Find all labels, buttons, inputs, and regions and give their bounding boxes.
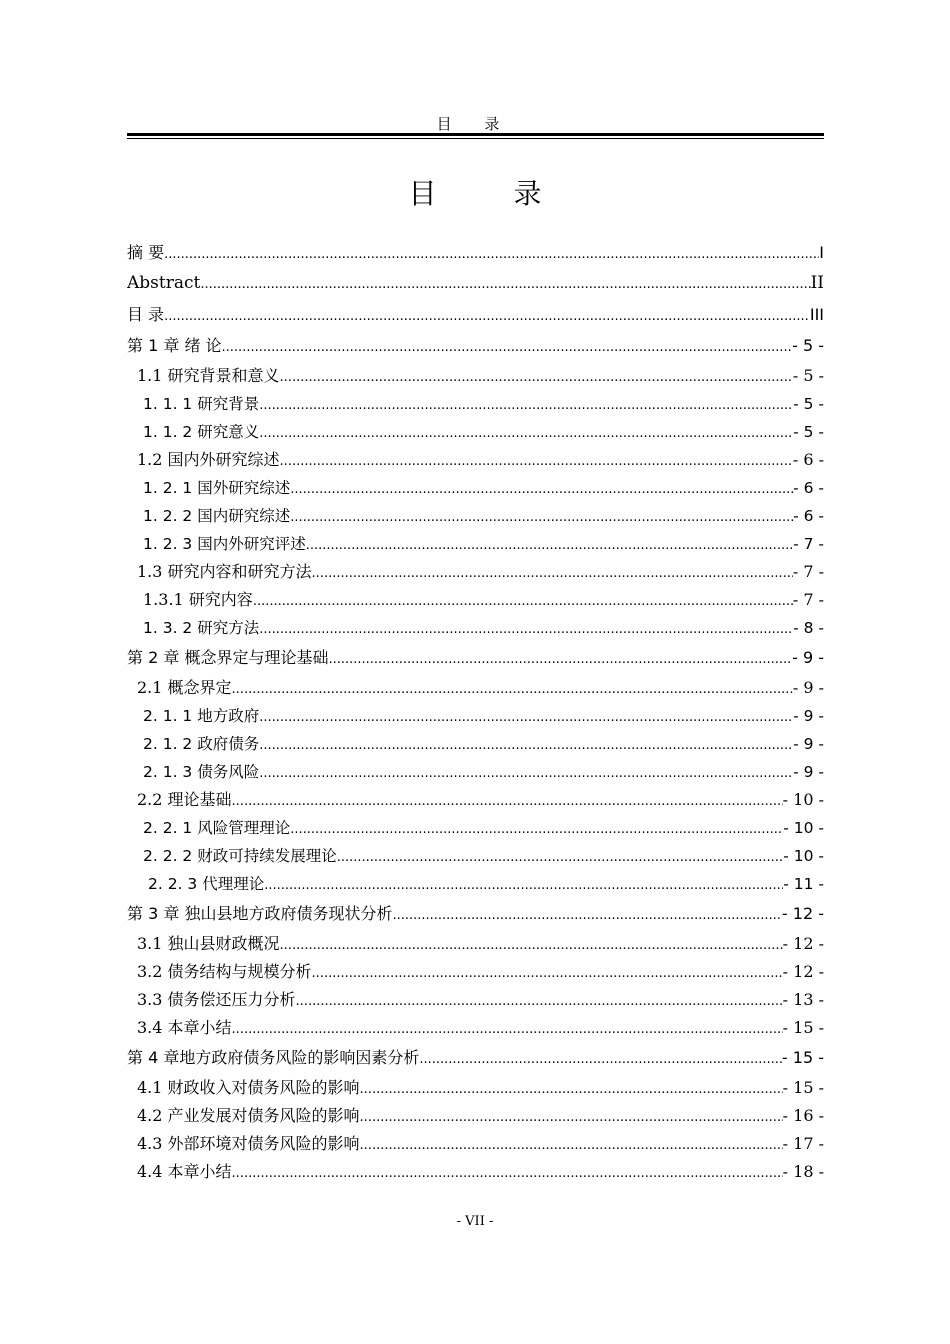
toc-entry-label: 2. 2. 3 代理理论 — [148, 875, 265, 893]
toc-entry-page: - 12 - — [781, 904, 824, 923]
toc-entry[interactable] — [127, 390, 824, 418]
toc-entry-label: 2.1 概念界定 — [137, 678, 232, 697]
toc-entry-page: - 12 - — [782, 934, 824, 953]
toc-entry-page: - 10 - — [783, 819, 824, 837]
toc-entry[interactable] — [127, 1042, 824, 1074]
toc-entry-label: 2.2 理论基础 — [137, 790, 232, 809]
toc-entry-page: - 5 - — [792, 366, 824, 385]
page-title: 目 录 — [408, 177, 576, 210]
toc-entry-page: - 10 - — [783, 847, 824, 865]
toc-dot-leader — [280, 362, 793, 390]
toc-entry[interactable] — [127, 958, 824, 986]
toc-entry[interactable] — [127, 1102, 824, 1130]
toc-entry-page: - 9 - — [793, 735, 824, 753]
toc-entry-label: 2. 1. 3 债务风险 — [143, 763, 260, 781]
toc-entry[interactable] — [127, 268, 824, 299]
toc-entry[interactable] — [127, 586, 824, 614]
toc-entry[interactable] — [127, 814, 824, 842]
toc-dot-leader — [232, 674, 793, 702]
toc-entry[interactable] — [127, 1074, 824, 1102]
toc-dot-leader — [312, 558, 793, 586]
toc-entry[interactable] — [127, 558, 824, 586]
toc-entry-label: 2. 2. 1 风险管理理论 — [143, 819, 291, 837]
toc-entry[interactable] — [127, 898, 824, 930]
toc-dot-leader — [164, 299, 810, 330]
page-number-footer: - VII - — [456, 1214, 494, 1229]
toc-entry-page: - 7 - — [793, 535, 824, 553]
toc-entry-label: 1.1 研究背景和意义 — [137, 366, 280, 385]
header-rule — [127, 133, 824, 139]
toc-dot-leader — [222, 330, 793, 362]
toc-entry-label: 4.1 财政收入对债务风险的影响 — [137, 1078, 360, 1097]
toc-entry[interactable] — [127, 362, 824, 390]
toc-entry-page: - 11 - — [783, 875, 824, 893]
toc-entry[interactable] — [127, 530, 824, 558]
running-header: 目 录 — [436, 115, 514, 133]
toc-dot-leader — [296, 986, 783, 1014]
toc-entry[interactable] — [127, 870, 824, 898]
toc-entry[interactable] — [127, 1014, 824, 1042]
toc-dot-leader — [306, 530, 793, 558]
toc-entry[interactable] — [127, 1130, 824, 1158]
toc-entry[interactable] — [127, 418, 824, 446]
toc-entry-label: Abstract — [127, 273, 201, 293]
toc-entry-page: - 15 - — [781, 1048, 824, 1067]
toc-dot-leader — [419, 1042, 782, 1074]
toc-entry-page: - 5 - — [792, 336, 824, 355]
toc-dot-leader — [259, 702, 793, 730]
toc-entry-page: - 7 - — [792, 590, 824, 609]
toc-dot-leader — [259, 730, 793, 758]
toc-entry-label: 摘 要 — [127, 243, 165, 262]
toc-entry-label: 第 4 章地方政府债务风险的影响因素分析 — [127, 1048, 420, 1067]
toc-entry[interactable] — [127, 330, 824, 362]
toc-entry[interactable] — [127, 786, 824, 814]
toc-entry-label: 第 3 章 独山县地方政府债务现状分析 — [127, 904, 393, 923]
toc-entry[interactable] — [127, 674, 824, 702]
toc-dot-leader — [290, 814, 783, 842]
toc-entry-label: 3.2 债务结构与规模分析 — [137, 962, 312, 981]
toc-entry[interactable] — [127, 842, 824, 870]
toc-entry-label: 4.3 外部环境对债务风险的影响 — [137, 1134, 360, 1153]
toc-entry-label: 第 1 章 绪 论 — [127, 336, 222, 355]
toc-dot-leader — [164, 237, 819, 268]
toc-entry-page: - 5 - — [793, 395, 824, 413]
toc-entry-page: - 9 - — [793, 763, 824, 781]
toc-entry-label: 1.2 国内外研究综述 — [137, 450, 280, 469]
toc-dot-leader — [328, 642, 792, 674]
toc-entry-page: - 7 - — [792, 562, 824, 581]
toc-entry-page: - 16 - — [782, 1106, 824, 1125]
toc-entry[interactable] — [127, 446, 824, 474]
toc-entry-label: 3.3 债务偿还压力分析 — [137, 990, 296, 1009]
toc-entry-label: 4.4 本章小结 — [137, 1162, 232, 1181]
toc-entry-page: - 5 - — [793, 423, 824, 441]
toc-entry[interactable] — [127, 502, 824, 530]
toc-entry[interactable] — [127, 299, 824, 330]
toc-entry[interactable] — [127, 642, 824, 674]
toc-dot-leader — [290, 502, 793, 530]
toc-entry-label: 4.2 产业发展对债务风险的影响 — [137, 1106, 360, 1125]
toc-entry-label: 1. 2. 2 国内研究综述 — [143, 507, 291, 525]
toc-entry[interactable] — [127, 614, 824, 642]
toc-entry-page: - 6 - — [792, 450, 824, 469]
toc-dot-leader — [337, 842, 784, 870]
toc-dot-leader — [392, 898, 781, 930]
toc-entry-page: - 9 - — [792, 678, 824, 697]
toc-entry[interactable] — [127, 474, 824, 502]
toc-entry-label: 目 录 — [127, 305, 165, 324]
toc-entry-label: 1. 2. 3 国内外研究评述 — [143, 535, 306, 553]
toc-dot-leader — [232, 786, 783, 814]
toc-entry-page: - 15 - — [782, 1078, 824, 1097]
toc-dot-leader — [200, 268, 810, 299]
toc-entry-page: III — [809, 305, 824, 324]
toc-entry-page: - 10 - — [782, 790, 824, 809]
toc-entry-label: 2. 2. 2 财政可持续发展理论 — [143, 847, 337, 865]
toc-entry-page: - 17 - — [782, 1134, 824, 1153]
toc-dot-leader — [232, 1158, 783, 1186]
toc-dot-leader — [259, 614, 793, 642]
toc-entry-label: 1. 3. 2 研究方法 — [143, 619, 260, 637]
toc-dot-leader — [290, 474, 793, 502]
toc-entry-page: I — [819, 243, 824, 262]
toc-entry-page: - 12 - — [782, 962, 824, 981]
toc-entry-label: 1. 1. 1 研究背景 — [143, 395, 260, 413]
toc-dot-leader — [360, 1102, 783, 1130]
toc-entry[interactable] — [127, 758, 824, 786]
toc-dot-leader — [259, 418, 793, 446]
toc-dot-leader — [360, 1074, 783, 1102]
toc-entry-label: 1.3 研究内容和研究方法 — [137, 562, 312, 581]
toc-entry[interactable] — [127, 1158, 824, 1186]
toc-dot-leader — [280, 446, 793, 474]
toc-entry-page: - 13 - — [782, 990, 824, 1009]
table-of-contents — [127, 237, 824, 1186]
toc-dot-leader — [253, 586, 793, 614]
toc-entry-label: 第 2 章 概念界定与理论基础 — [127, 648, 329, 667]
toc-entry-label: 3.4 本章小结 — [137, 1018, 232, 1037]
toc-dot-leader — [280, 930, 783, 958]
toc-entry-page: - 6 - — [793, 507, 824, 525]
toc-entry-page: - 9 - — [793, 707, 824, 725]
toc-dot-leader — [264, 870, 783, 898]
toc-entry-page: - 6 - — [793, 479, 824, 497]
toc-dot-leader — [312, 958, 783, 986]
toc-entry-page: - 9 - — [792, 648, 824, 667]
toc-entry[interactable] — [127, 930, 824, 958]
toc-entry-label: 1.3.1 研究内容 — [143, 590, 253, 609]
toc-entry-page: II — [810, 273, 824, 293]
toc-entry-label: 3.1 独山县财政概况 — [137, 934, 280, 953]
toc-entry[interactable] — [127, 237, 824, 268]
toc-entry-label: 2. 1. 2 政府债务 — [143, 735, 260, 753]
toc-dot-leader — [259, 758, 793, 786]
toc-entry[interactable] — [127, 730, 824, 758]
toc-entry-label: 1. 1. 2 研究意义 — [143, 423, 260, 441]
toc-dot-leader — [259, 390, 793, 418]
toc-entry-label: 1. 2. 1 国外研究综述 — [143, 479, 291, 497]
toc-entry-page: - 18 - — [782, 1162, 824, 1181]
toc-dot-leader — [360, 1130, 783, 1158]
toc-dot-leader — [232, 1014, 783, 1042]
toc-entry[interactable] — [127, 986, 824, 1014]
toc-entry[interactable] — [127, 702, 824, 730]
toc-entry-page: - 8 - — [793, 619, 824, 637]
toc-entry-page: - 15 - — [782, 1018, 824, 1037]
toc-entry-label: 2. 1. 1 地方政府 — [143, 707, 260, 725]
